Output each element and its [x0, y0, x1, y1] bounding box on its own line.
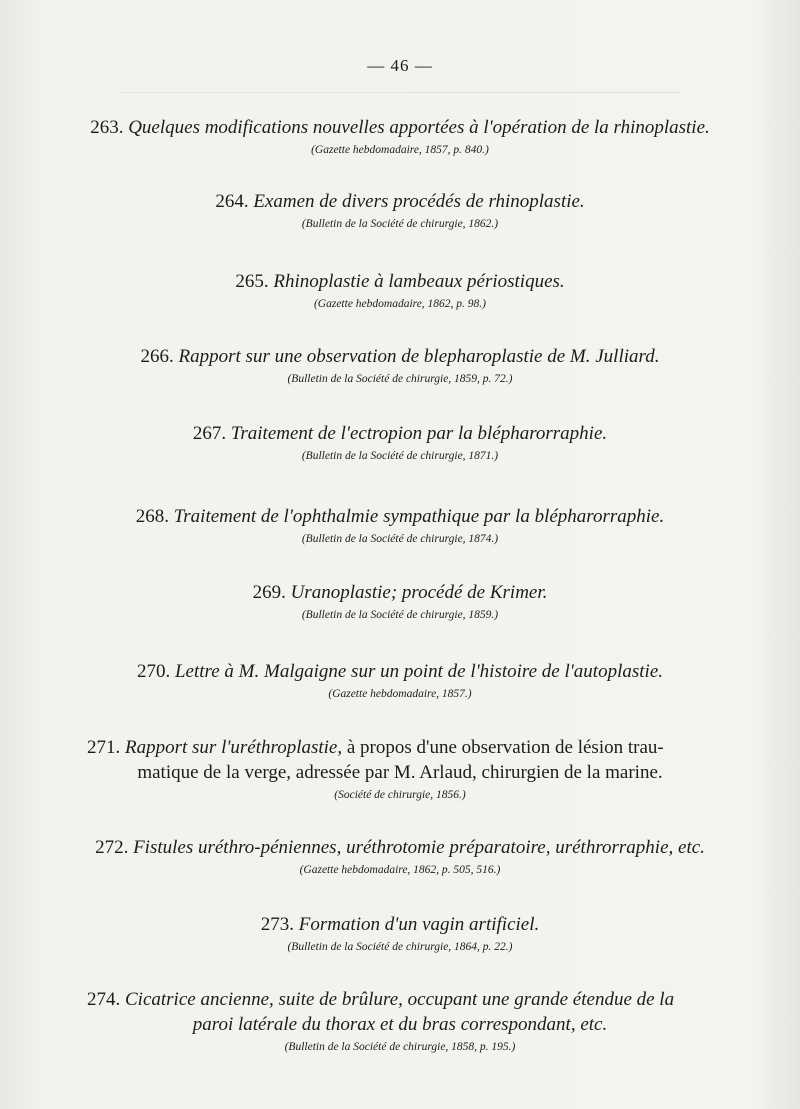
entry-source-text: (Gazette hebdomadaire, 1862, p. 505, 516.) — [299, 864, 501, 876]
entry-source-text: (Bulletin de la Société de chirurgie, 1858, p. 195.) — [284, 1041, 516, 1053]
entry-number: 274. — [87, 989, 121, 1010]
entry-source — [0, 450, 800, 462]
entry-number: 264. — [215, 191, 249, 212]
entry-source — [0, 298, 800, 310]
entry-number: 266. — [140, 346, 174, 367]
entry-263 — [0, 117, 800, 156]
entry-266 — [0, 346, 800, 385]
entry-265 — [0, 271, 800, 310]
entry-title — [0, 661, 800, 683]
entry-title — [0, 989, 800, 1011]
entry-title-text: Traitement de l'ophthalmie sympathique par la blépharorraphie. — [173, 506, 665, 527]
entry-title — [0, 117, 800, 139]
entry-number: 265. — [235, 271, 269, 292]
entry-title-text: Fistules uréthro-péniennes, uréthrotomie préparatoire, uréthrorraphie, etc. — [133, 837, 705, 858]
entry-source — [0, 941, 800, 953]
entry-title — [0, 737, 800, 759]
entry-source-text: (Bulletin de la Société de chirurgie, 1874.) — [301, 533, 499, 545]
entry-source — [0, 218, 800, 230]
entry-title — [0, 582, 800, 604]
entry-title-text: Examen de divers procédés de rhinoplastie. — [253, 191, 585, 212]
entry-source-text: (Gazette hebdomadaire, 1857.) — [328, 688, 472, 700]
entry-title — [0, 506, 800, 528]
entry-number: 272. — [95, 837, 129, 858]
entry-title — [0, 191, 800, 213]
entry-source — [0, 864, 800, 876]
entry-274 — [0, 989, 800, 1053]
entry-title-text: Formation d'un vagin artificiel. — [298, 914, 540, 935]
entry-title — [0, 837, 800, 859]
entry-title-line2: paroi latérale du thorax et du bras correspondant, etc. — [192, 1014, 608, 1035]
entry-number: 268. — [135, 506, 170, 527]
entry-273 — [0, 914, 800, 953]
entry-source — [0, 688, 800, 700]
entry-number: 267. — [192, 423, 227, 444]
entry-title-text: Uranoplastie; procédé de Krimer. — [290, 582, 548, 603]
entry-source — [0, 373, 800, 385]
entry-title-text: Quelques modifications nouvelles apportées à l'opération de la rhinoplastie. — [128, 117, 710, 138]
entry-number: 271. — [87, 737, 121, 758]
entry-title — [0, 271, 800, 293]
entry-source-text: (Gazette hebdomadaire, 1857, p. 840.) — [311, 144, 489, 156]
entry-number: 263. — [90, 117, 124, 138]
entry-title — [0, 346, 800, 368]
entry-269 — [0, 582, 800, 621]
entry-source-text: (Société de chirurgie, 1856.) — [334, 789, 466, 801]
entry-title-text: Traitement de l'ectropion par la blépharorraphie. — [230, 423, 608, 444]
entry-title-italic: Rapport sur l'uréthroplastie, — [125, 737, 343, 758]
entry-number: 273. — [260, 914, 294, 935]
entry-source-text: (Bulletin de la Société de chirurgie, 1862.) — [301, 218, 499, 230]
entry-title-text: Lettre à M. Malgaigne sur un point de l'histoire de l'autoplastie. — [174, 661, 664, 682]
entry-source — [0, 789, 800, 801]
entry-title-roman: à propos d'une observation de lésion trau- — [342, 737, 664, 758]
entry-title — [0, 423, 800, 445]
entry-270 — [0, 661, 800, 700]
entry-title-text: Rapport sur une observation de blepharoplastie de M. Julliard. — [178, 346, 660, 367]
entry-272 — [0, 837, 800, 876]
entry-title-text: Cicatrice ancienne, suite de brûlure, occupant une grande étendue de la — [125, 989, 675, 1010]
entry-268 — [0, 506, 800, 545]
entry-source-text: (Bulletin de la Société de chirurgie, 1859, p. 72.) — [287, 373, 513, 385]
entry-source — [0, 609, 800, 621]
entry-source-text: (Bulletin de la Société de chirurgie, 1871.) — [301, 450, 499, 462]
entry-title — [0, 914, 800, 936]
entry-source — [0, 533, 800, 545]
entry-271 — [0, 737, 800, 801]
entry-source — [0, 1041, 800, 1053]
page-number: — 46 — — [367, 56, 433, 75]
entry-source-text: (Gazette hebdomadaire, 1862, p. 98.) — [313, 298, 487, 310]
entry-number: 270. — [136, 661, 171, 682]
entry-title-line2: matique de la verge, adressée par M. Arlaud, chirurgien de la marine. — [137, 762, 663, 783]
entry-number: 269. — [252, 582, 286, 603]
bleed-through-mark — [120, 92, 680, 94]
entry-267 — [0, 423, 800, 462]
entry-source-text: (Bulletin de la Société de chirurgie, 1859.) — [301, 609, 499, 621]
entry-title-text: Rhinoplastie à lambeaux périostiques. — [273, 271, 565, 292]
entry-source-text: (Bulletin de la Société de chirurgie, 1864, p. 22.) — [287, 941, 513, 953]
entry-source — [0, 144, 800, 156]
entry-264 — [0, 191, 800, 230]
